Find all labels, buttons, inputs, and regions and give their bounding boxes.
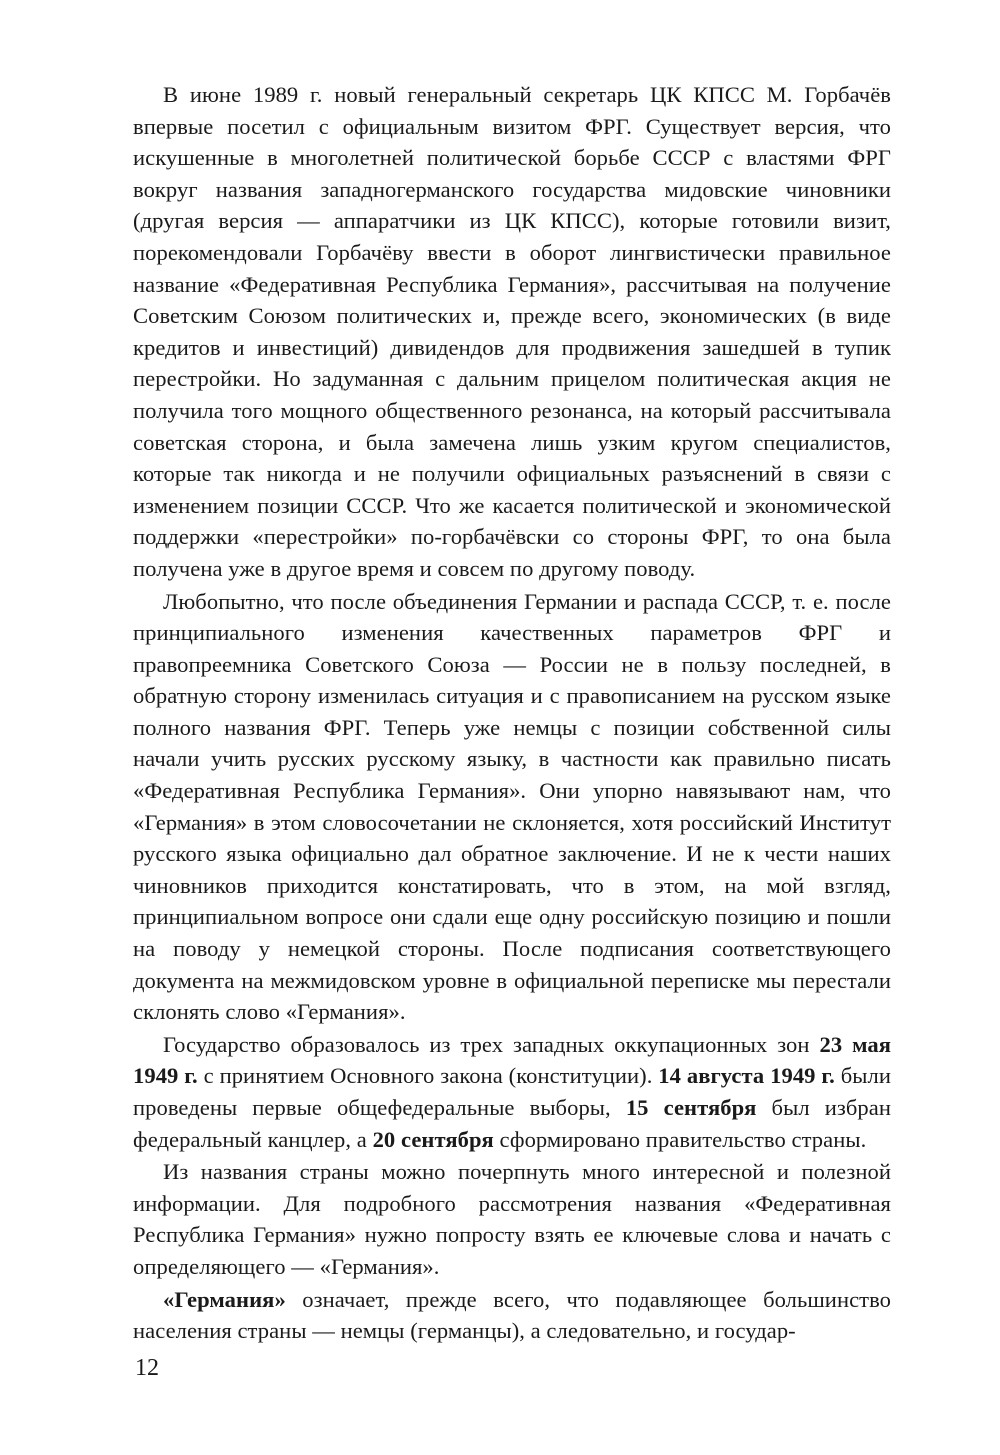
paragraph-text: Из названия страны можно почерпнуть много интересной и полезной информации. Для подробного рассмотрения названия «Федеративная Республика Германия» нужно попросту взять ее ключевые слова и начать с определяющего — «Германия». <box>133 1159 891 1279</box>
paragraph-germania-meaning <box>133 1284 891 1347</box>
paragraph-text: означает, прежде всего, что подавляющее большинство населения страны — немцы (германцы), а следовательно, и государ- <box>133 1286 891 1344</box>
date-highlight: 23 мая 1949 г. <box>133 1031 891 1089</box>
paragraph-after-unification <box>133 586 891 1028</box>
term-highlight: «Германия» <box>163 1286 286 1312</box>
page-number: 12 <box>135 1355 159 1381</box>
date-highlight: 20 сентября <box>372 1126 494 1152</box>
date-highlight: 14 августа 1949 г. <box>658 1063 835 1089</box>
paragraph-gorbachev-visit <box>133 79 891 585</box>
paragraph-text: В июне 1989 г. новый генеральный секретарь ЦК КПСС М. Горбачёв впервые посетил с официальным визитом ФРГ. Существует версия, что искушенные в многолетней политической борьбе СССР с властями ФРГ вокруг названия западногерманского государства мидовские чиновники (другая версия — аппаратчики из ЦК КПСС), которые готовили визит, порекомендовали Горбачёву ввести в оборот лингвистически правильное название «Федеративная Республика Германия», рассчитывая на получение Советским Союзом политических и, прежде всего, экономических (в виде кредитов и инвестиций) дивидендов для продвижения зашедшей в тупик перестройки. Но задуманная с дальним прицелом политическая акция не получила того мощного общественного резонанса, на который рассчитывала советская сторона, и была замечена лишь узким кругом специалистов, которые так никогда и не получили официальных разъяснений в связи с изменением позиции СССР. Что же касается политической и экономической поддержки «перестройки» по-горбачёвски со стороны ФРГ, то она была получена уже в другое время и совсем по другому поводу. <box>133 82 891 581</box>
page-body <box>133 79 891 1347</box>
paragraph-state-formation <box>133 1029 891 1155</box>
paragraph-country-name <box>133 1156 891 1282</box>
paragraph-text: Государство образовалось из трех западных оккупационных зон <box>163 1031 820 1057</box>
paragraph-text: был избран федеральный канцлер, а <box>133 1095 891 1152</box>
date-highlight: 15 сентября <box>625 1095 757 1120</box>
paragraph-text: с принятием Основного закона (конституции). <box>197 1063 659 1089</box>
paragraph-text: сформировано правительство страны. <box>493 1126 867 1152</box>
paragraph-text: были проведены первые общефедеральные выборы, <box>133 1063 891 1120</box>
paragraph-text: Любопытно, что после объединения Германии и распада СССР, т. е. после принципиального изменения качественных параметров ФРГ и правопреемника Советского Союза — России не в пользу последней, в обратную сторону изменилась ситуация и с правописанием на русском языке полного названия ФРГ. Теперь уже немцы с позиции собственной силы начали учить русских русскому языку, в частности как правильно писать «Федеративная Республика Германия». Они упорно навязывают нам, что «Германия» в этом словосочетании не склоняется, хотя российский Институт русского языка официально дал обратное заключение. И не к чести наших чиновников приходится констатировать, что в этом, на мой взгляд, принципиальном вопросе они сдали еще одну российскую позицию и пошли на поводу у немецкой стороны. После подписания соответствующего документа на межмидовском уровне в официальной переписке мы перестали склонять слово «Германия». <box>133 588 891 1025</box>
